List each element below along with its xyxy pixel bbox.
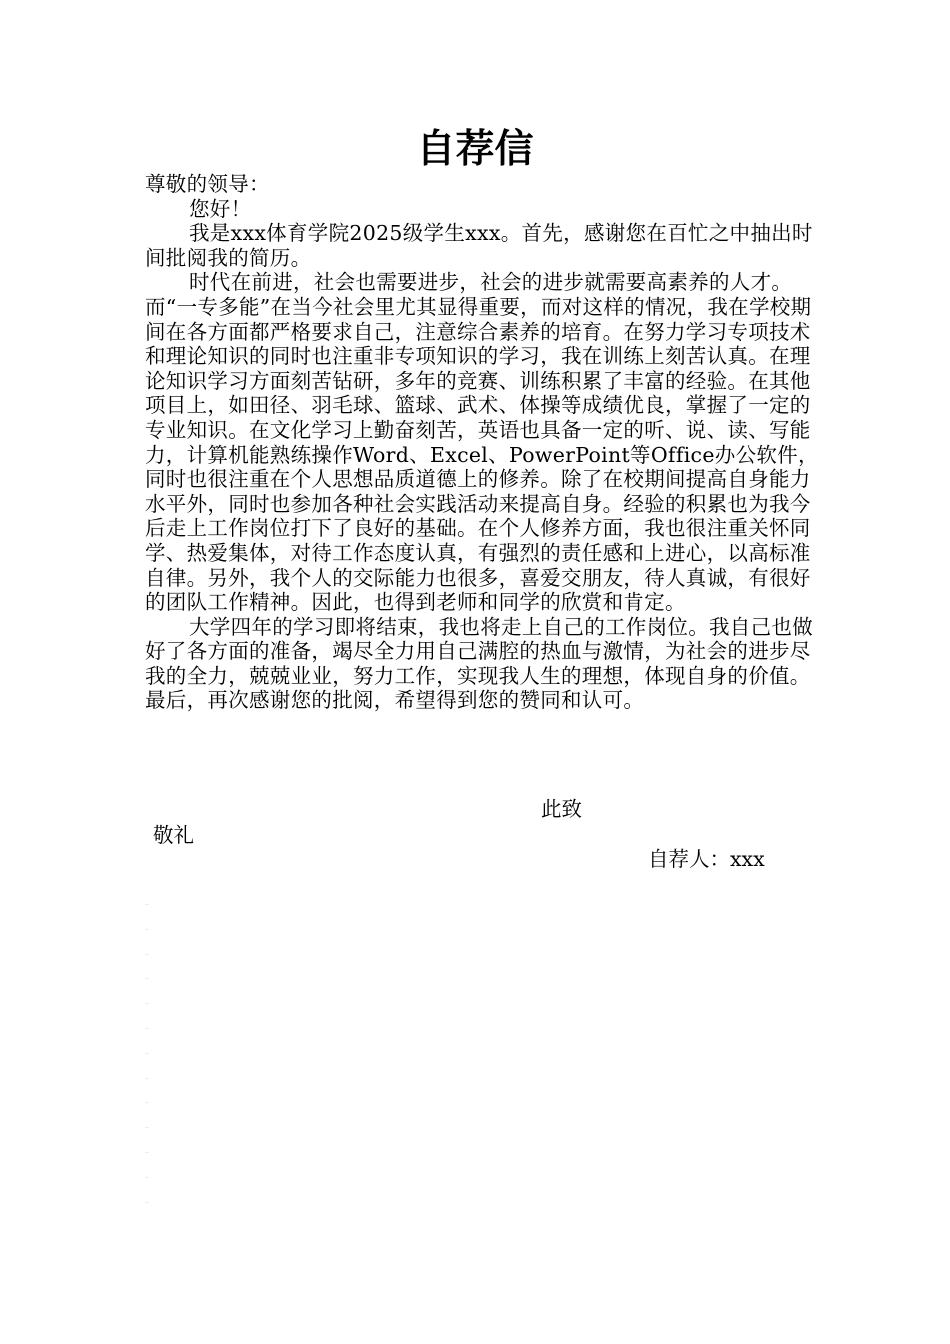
faint-line: — [145,1025,149,1031]
closing-cizhi: 此致 [541,797,582,821]
closing-jingli: 敬礼 [153,823,194,847]
faint-line: — [145,902,149,907]
signature: 自荐人：xxx [648,847,765,871]
faint-line: — [145,1125,149,1131]
faint-line: — [145,951,149,957]
document-title: 自荐信 [416,127,534,172]
paragraph-conclusion: 大学四年的学习即将结束，我也将走上自己的工作岗位。我自己也做好了各方面的准备，竭尽全力用自己满腔的热血与激情，为社会的进步尽我的全力，兢兢业业，努力工作，实现我人生的理想，体现自身的价值。最后，再次感谢您的批阅，希望得到您的赞同和认可。 [145,614,813,713]
faint-line: — [145,1001,149,1007]
faint-line: — [145,926,149,932]
faint-line: — [145,976,149,982]
letter-body [145,172,820,713]
faint-text-lines [145,902,645,1224]
faint-line: — [145,1149,149,1155]
paragraph-qualifications: 时代在前进，社会也需要进步，社会的进步就需要高素养的人才。而“一专多能”在当今社会里尤其显得重要，而对这样的情况，我在学校期间在各方面都严格要求自己，注意综合素养的培育。在努力学习专项技术和理论知识的同时也注重非专项知识的学习，我在训练上刻苦认真。在理论知识学习方面刻苦钻研，多年的竞赛、训练积累了丰富的经验。在其他项目上，如田径、羽毛球、篮球、武术、体操等成绩优良，掌握了一定的专业知识。在文化学习上勤奋刻苦，英语也具备一定的听、说、读、写能力，计算机能熟练操作Word、Excel、PowerPoint等Office办公软件，同时也很注重在个人思想品质道德上的修养。除了在校期间提高自身能力水平外，同时也参加各种社会实践活动来提高自身。经验的积累也为我今后走上工作岗位打下了良好的基础。在个人修养方面，我也很注重关怀同学、热爱集体，对待工作态度认真，有强烈的责任感和上进心，以高标准自律。另外，我个人的交际能力也很多，喜爱交朋友，待人真诚，有很好的团队工作精神。因此，也得到老师和同学的欣赏和肯定。 [145,270,819,615]
faint-line: — [145,1050,149,1056]
faint-line: — [145,1199,149,1205]
faint-line: — [145,1075,149,1081]
faint-line: — [145,1174,149,1180]
faint-line: — [145,1100,149,1106]
salutation: 尊敬的领导： [145,172,270,196]
greeting: 您好！ [189,196,252,221]
paragraph-intro: 我是xxx体育学院2025级学生xxx。首先，感谢您在百忙之中抽出时间批阅我的简历。 [145,221,813,270]
